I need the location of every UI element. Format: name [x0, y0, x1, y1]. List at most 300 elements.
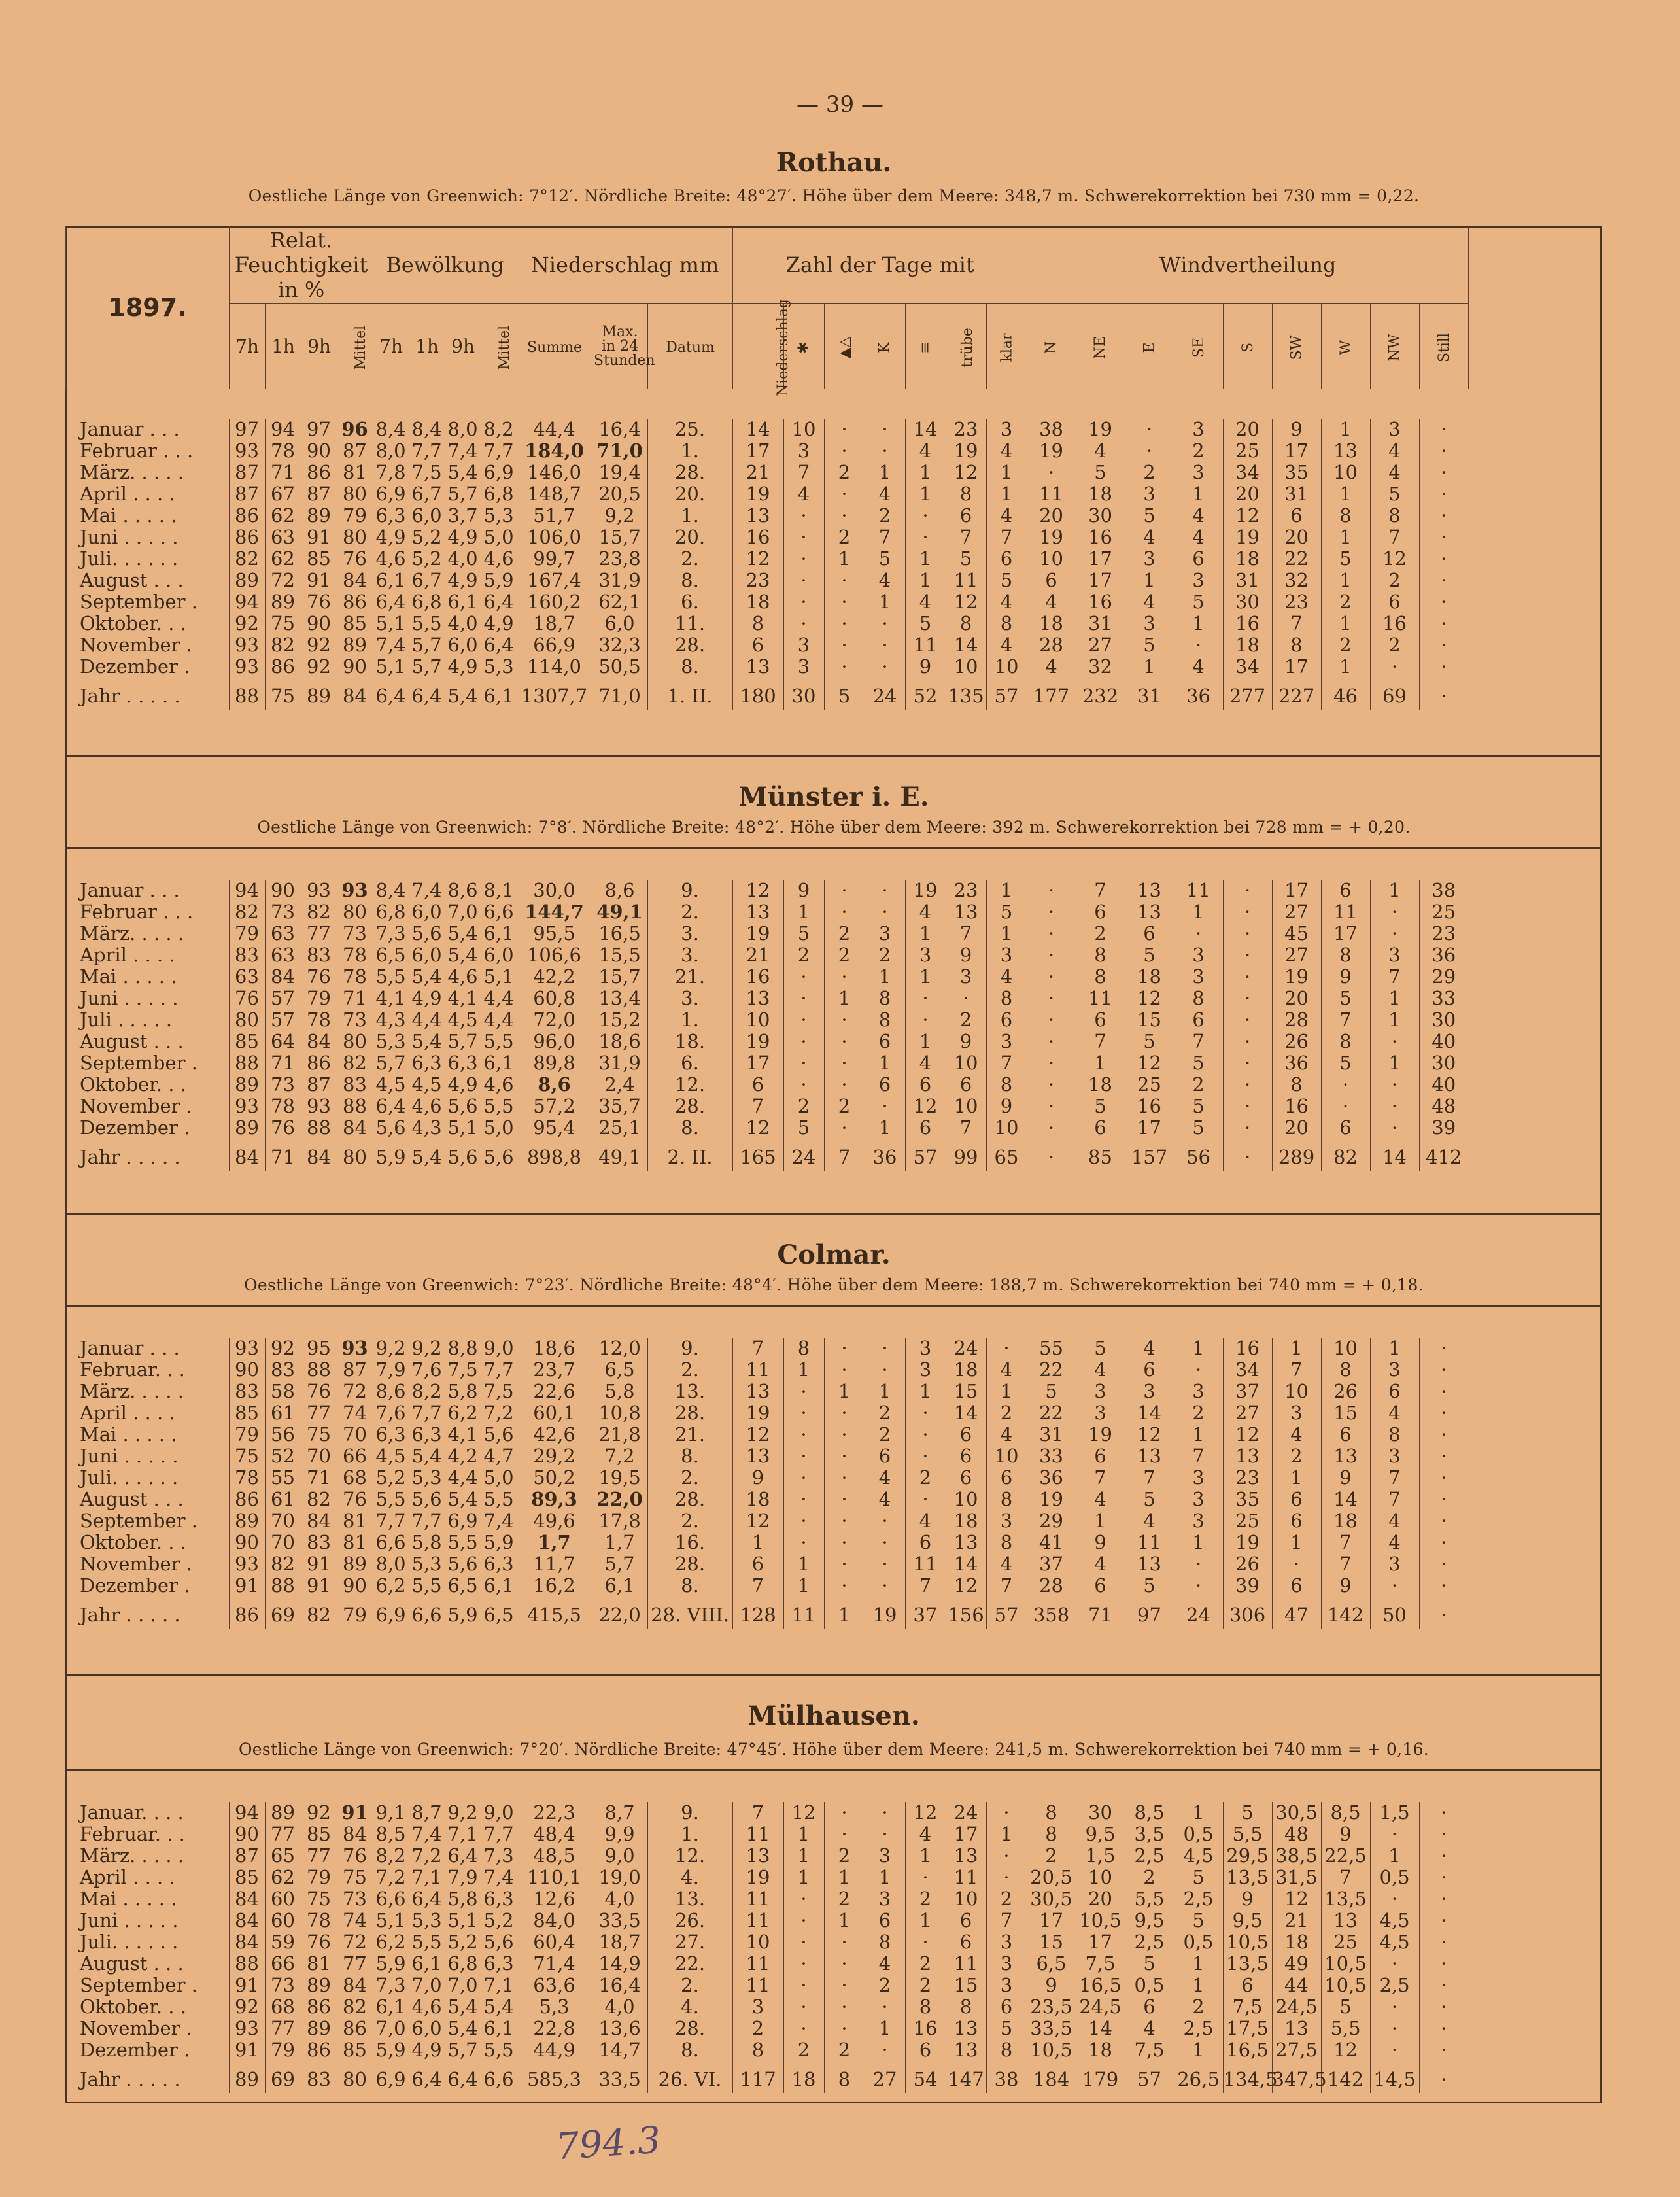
cell-days-hail: · — [824, 1402, 865, 1424]
cell-wind-w: 7 — [1321, 1009, 1370, 1031]
cell-c1: 7,7 — [409, 440, 445, 462]
cell-wind-e: 97 — [1125, 1597, 1174, 1629]
cell-wind-n: 8 — [1027, 1802, 1076, 1824]
cell-days-overcast: 6 — [946, 1931, 986, 1953]
cell-date: 27. — [647, 1931, 732, 1953]
cell-wind-w: 6 — [1321, 880, 1370, 901]
cell-days-overcast: 2 — [946, 1009, 986, 1031]
row-label: Dezember . — [80, 1574, 190, 1597]
cell-wind-nw: 69 — [1370, 678, 1419, 710]
cell-wind-still: · — [1419, 570, 1468, 591]
cell-max24: 49,1 — [592, 1139, 647, 1171]
row-label: Januar . . . — [80, 418, 180, 440]
cell-h7: 89 — [229, 1510, 265, 1532]
month-row — [65, 880, 1468, 901]
cell-wind-w: 18 — [1321, 1510, 1370, 1532]
cell-date: 3. — [647, 944, 732, 966]
cell-days-hail: 2 — [824, 944, 865, 966]
cell-wind-se: 4 — [1174, 505, 1223, 527]
cell-days-hail: · — [824, 1424, 865, 1445]
cell-days-clear: 1 — [986, 1381, 1027, 1402]
cell-wind-still: · — [1419, 1445, 1468, 1467]
cell-c1: 7,7 — [409, 1510, 445, 1532]
cell-h1: 57 — [265, 988, 301, 1009]
cell-wind-nw: · — [1370, 1096, 1419, 1117]
cell-h1: 78 — [265, 1096, 301, 1117]
cell-wind-sw: 31 — [1272, 483, 1321, 505]
cell-h7: 86 — [229, 527, 265, 548]
cell-wind-ne: 31 — [1076, 613, 1125, 634]
cell-days-hail: · — [824, 1009, 865, 1031]
cell-c9: 8,6 — [445, 880, 481, 901]
cell-days-hail: 2 — [824, 462, 865, 483]
cell-cmean: 5,0 — [481, 1467, 517, 1489]
col-header-c7: 7h — [373, 304, 409, 389]
cell-hmean: 84 — [337, 678, 373, 710]
cell-cmean: 6,5 — [481, 1597, 517, 1629]
cell-days-hail: · — [824, 591, 865, 613]
cell-cmean: 5,6 — [481, 1424, 517, 1445]
cell-wind-n: 6,5 — [1027, 1953, 1076, 1975]
cell-wind-nw: 4 — [1370, 462, 1419, 483]
cell-wind-se: 24 — [1174, 1597, 1223, 1629]
cell-wind-still: · — [1419, 2018, 1468, 2039]
cell-c7: 6,8 — [373, 901, 409, 923]
cell-days-clear: 7 — [986, 1052, 1027, 1074]
cell-c9: 5,7 — [445, 1031, 481, 1052]
cell-days-overcast: 10 — [946, 1052, 986, 1074]
cell-days-fog: 11 — [905, 1553, 946, 1575]
cell-days-snow: 5 — [783, 1117, 824, 1139]
cell-c7: 5,9 — [373, 2039, 409, 2061]
cell-wind-n: 358 — [1027, 1597, 1076, 1629]
cell-wind-sw: 9 — [1272, 419, 1321, 440]
cell-c7: 6,6 — [373, 1888, 409, 1910]
cell-wind-se: 26,5 — [1174, 2061, 1223, 2093]
cell-wind-nw: 4 — [1370, 1510, 1419, 1532]
cell-days-precip: 13 — [732, 988, 783, 1009]
cell-days-fog: · — [905, 527, 946, 548]
cell-max24: 62,1 — [592, 591, 647, 613]
cell-h1: 64 — [265, 1031, 301, 1052]
cell-days-snow: 24 — [783, 1139, 824, 1171]
cell-wind-sw: 44 — [1272, 1975, 1321, 1996]
cell-wind-e: 0,5 — [1125, 1975, 1174, 1996]
cell-wind-n: 17 — [1027, 1910, 1076, 1931]
cell-wind-w: 13 — [1321, 1910, 1370, 1931]
cell-h9: 82 — [301, 901, 337, 923]
cell-wind-e: 18 — [1125, 966, 1174, 988]
cell-max24: 19,5 — [592, 1467, 647, 1489]
cell-wind-n: · — [1027, 923, 1076, 944]
cell-days-thunder: 7 — [865, 527, 905, 548]
cell-days-fog: 14 — [905, 419, 946, 440]
cell-days-fog: · — [905, 1402, 946, 1424]
cell-hmean: 84 — [337, 1117, 373, 1139]
cell-days-snow: · — [783, 1074, 824, 1096]
cell-days-fog: · — [905, 1009, 946, 1031]
cell-wind-se: 5 — [1174, 1052, 1223, 1074]
cell-hmean: 90 — [337, 656, 373, 678]
cell-c7: 6,4 — [373, 678, 409, 710]
cell-wind-s: 9 — [1223, 1888, 1272, 1910]
cell-c9: 5,4 — [445, 2018, 481, 2039]
cell-sum: 42,2 — [517, 966, 592, 988]
cell-days-thunder: 3 — [865, 1845, 905, 1867]
row-label: Mai . . . . . — [80, 1888, 177, 1910]
cell-cmean: 7,7 — [481, 440, 517, 462]
cell-hmean: 86 — [337, 2018, 373, 2039]
cell-days-overcast: 14 — [946, 634, 986, 656]
cell-max24: 15,5 — [592, 944, 647, 966]
cell-days-overcast: 8 — [946, 1996, 986, 2018]
cell-days-fog: · — [905, 988, 946, 1009]
cell-c1: 5,3 — [409, 1467, 445, 1489]
cell-date: 6. — [647, 591, 732, 613]
cell-days-hail: 8 — [824, 2061, 865, 2093]
cell-h9: 77 — [301, 1402, 337, 1424]
cell-wind-s: 12 — [1223, 1424, 1272, 1445]
cell-h7: 93 — [229, 656, 265, 678]
row-label: Februar . . . — [80, 901, 194, 923]
col-header-h9: 9h — [301, 304, 337, 389]
cell-wind-nw: · — [1370, 2039, 1419, 2061]
cell-wind-nw: 2 — [1370, 570, 1419, 591]
cell-h7: 89 — [229, 1117, 265, 1139]
cell-h1: 67 — [265, 483, 301, 505]
cell-hmean: 80 — [337, 483, 373, 505]
col-header-wind-w: W — [1322, 304, 1371, 389]
cell-wind-still: · — [1419, 440, 1468, 462]
cell-days-snow: 5 — [783, 923, 824, 944]
cell-c9: 8,8 — [445, 1338, 481, 1359]
cell-days-fog: 2 — [905, 1888, 946, 1910]
row-label: November . — [80, 1553, 192, 1575]
cell-h9: 91 — [301, 1553, 337, 1575]
cell-days-precip: 13 — [732, 1445, 783, 1467]
cell-days-thunder: 1 — [865, 1381, 905, 1402]
cell-cmean: 9,0 — [481, 1338, 517, 1359]
cell-wind-nw: 3 — [1370, 944, 1419, 966]
cell-wind-sw: 20 — [1272, 527, 1321, 548]
cell-wind-w: 6 — [1321, 1117, 1370, 1139]
cell-sum: 114,0 — [517, 656, 592, 678]
cell-wind-ne: 19 — [1076, 419, 1125, 440]
cell-wind-s: 16 — [1223, 613, 1272, 634]
cell-h7: 87 — [229, 462, 265, 483]
month-row — [65, 656, 1468, 678]
cell-h1: 69 — [265, 2061, 301, 2093]
cell-wind-ne: 7 — [1076, 1031, 1125, 1052]
cell-h9: 86 — [301, 1052, 337, 1074]
cell-sum: 18,7 — [517, 613, 592, 634]
cell-hmean: 80 — [337, 1031, 373, 1052]
month-row — [65, 1575, 1468, 1597]
cell-days-thunder: · — [865, 1359, 905, 1381]
cell-date: 9. — [647, 1802, 732, 1824]
cell-days-snow: · — [783, 1931, 824, 1953]
cell-c1: 7,6 — [409, 1359, 445, 1381]
row-label: Februar. . . — [80, 1358, 185, 1381]
cell-days-fog: · — [905, 505, 946, 527]
cell-wind-still: · — [1419, 527, 1468, 548]
cell-h1: 83 — [265, 1359, 301, 1381]
cell-wind-se: 3 — [1174, 1467, 1223, 1489]
cell-h7: 97 — [229, 419, 265, 440]
cell-wind-s: 5,5 — [1223, 1824, 1272, 1845]
cell-wind-w: 11 — [1321, 901, 1370, 923]
cell-wind-w: 6 — [1321, 1424, 1370, 1445]
cell-days-snow: · — [783, 1532, 824, 1553]
cell-h7: 89 — [229, 2061, 265, 2093]
cell-cmean: 5,9 — [481, 570, 517, 591]
cell-wind-s: 12 — [1223, 505, 1272, 527]
cell-days-hail: · — [824, 1575, 865, 1597]
cell-days-snow: 1 — [783, 1845, 824, 1867]
cell-wind-sw: 22 — [1272, 548, 1321, 570]
month-row — [65, 1824, 1468, 1845]
cell-hmean: 96 — [337, 419, 373, 440]
cell-date: 28. — [647, 634, 732, 656]
cell-wind-w: 7 — [1321, 1867, 1370, 1888]
cell-c7: 4,5 — [373, 1074, 409, 1096]
cell-wind-e: 4 — [1125, 2018, 1174, 2039]
cell-days-overcast: 13 — [946, 1845, 986, 1867]
month-row — [65, 1381, 1468, 1402]
cell-wind-nw: · — [1370, 1074, 1419, 1096]
cell-days-clear: 7 — [986, 527, 1027, 548]
cell-sum: 110,1 — [517, 1867, 592, 1888]
cell-c1: 7,5 — [409, 462, 445, 483]
cell-c1: 7,4 — [409, 880, 445, 901]
cell-days-hail: · — [824, 1359, 865, 1381]
cell-days-snow: · — [783, 1510, 824, 1532]
cell-days-thunder: 8 — [865, 988, 905, 1009]
cell-days-fog: 54 — [905, 2061, 946, 2093]
cell-sum: 1307,7 — [517, 678, 592, 710]
cell-cmean: 5,4 — [481, 1996, 517, 2018]
cell-hmean: 74 — [337, 1402, 373, 1424]
cell-days-overcast: 12 — [946, 1575, 986, 1597]
cell-wind-ne: 16 — [1076, 591, 1125, 613]
cell-hmean: 74 — [337, 1910, 373, 1931]
table-header — [65, 226, 1469, 396]
cell-wind-ne: 8 — [1076, 944, 1125, 966]
month-row — [65, 1888, 1468, 1910]
cell-days-clear: 3 — [986, 1975, 1027, 1996]
cell-c9: 4,9 — [445, 527, 481, 548]
cell-wind-s: 277 — [1223, 678, 1272, 710]
cell-max24: 14,9 — [592, 1953, 647, 1975]
cell-wind-still: · — [1419, 1467, 1468, 1489]
cell-days-precip: 8 — [732, 613, 783, 634]
cell-max24: 16,4 — [592, 419, 647, 440]
cell-cmean: 6,3 — [481, 1553, 517, 1575]
cell-days-precip: 13 — [732, 1845, 783, 1867]
cell-days-overcast: 11 — [946, 570, 986, 591]
cell-sum: 99,7 — [517, 548, 592, 570]
cell-h9: 83 — [301, 2061, 337, 2093]
cell-days-hail: · — [824, 440, 865, 462]
cell-max24: 21,8 — [592, 1424, 647, 1445]
cell-cmean: 5,1 — [481, 966, 517, 988]
cell-days-clear: 8 — [986, 988, 1027, 1009]
cell-date: 2. — [647, 1359, 732, 1381]
cell-sum: 898,8 — [517, 1139, 592, 1171]
row-label: September . — [80, 1052, 197, 1074]
cell-cmean: 6,1 — [481, 1575, 517, 1597]
cell-wind-e: 9,5 — [1125, 1910, 1174, 1931]
cell-wind-n: 4 — [1027, 656, 1076, 678]
cell-days-thunder: 1 — [865, 1867, 905, 1888]
cell-wind-n: 37 — [1027, 1553, 1076, 1575]
cell-days-overcast: 19 — [946, 440, 986, 462]
cell-days-precip: 18 — [732, 1489, 783, 1510]
cell-wind-s: 26 — [1223, 1553, 1272, 1575]
cell-days-fog: 2 — [905, 1467, 946, 1489]
cell-days-clear: 4 — [986, 505, 1027, 527]
cell-max24: 35,7 — [592, 1096, 647, 1117]
row-label: Juli. . . . . . — [80, 1931, 179, 1953]
cell-days-clear: 8 — [986, 1074, 1027, 1096]
cell-c7: 4,3 — [373, 1009, 409, 1031]
cell-c9: 5,1 — [445, 1117, 481, 1139]
cell-days-snow: 1 — [783, 1824, 824, 1845]
cell-max24: 8,6 — [592, 880, 647, 901]
cell-max24: 15,7 — [592, 527, 647, 548]
cell-wind-ne: 4 — [1076, 1359, 1125, 1381]
col-header-wind-sw: SW — [1273, 304, 1322, 389]
cell-days-clear: 5 — [986, 2018, 1027, 2039]
cell-wind-ne: 9 — [1076, 1532, 1125, 1553]
cell-wind-se: · — [1174, 1553, 1223, 1575]
cell-days-thunder: · — [865, 1338, 905, 1359]
cell-wind-n: 9 — [1027, 1975, 1076, 1996]
cell-wind-e: 6 — [1125, 923, 1174, 944]
cell-cmean: 7,2 — [481, 1402, 517, 1424]
cell-days-snow: · — [783, 1445, 824, 1467]
cell-c9: 8,0 — [445, 419, 481, 440]
cell-h7: 85 — [229, 1031, 265, 1052]
cell-c7: 7,0 — [373, 2018, 409, 2039]
cell-days-snow: 9 — [783, 880, 824, 901]
cell-c9: 5,8 — [445, 1381, 481, 1402]
cell-date: 18. — [647, 1031, 732, 1052]
cell-h7: 87 — [229, 483, 265, 505]
cell-h7: 94 — [229, 1802, 265, 1824]
cell-wind-e: 57 — [1125, 2061, 1174, 2093]
cell-c1: 5,5 — [409, 613, 445, 634]
month-row — [65, 1096, 1468, 1117]
cell-days-precip: 13 — [732, 901, 783, 923]
cell-h9: 93 — [301, 1096, 337, 1117]
cell-days-clear: 1 — [986, 462, 1027, 483]
cell-c9: 6,4 — [445, 2061, 481, 2093]
cell-days-hail: · — [824, 570, 865, 591]
cell-days-snow: · — [783, 1467, 824, 1489]
cell-cmean: 5,3 — [481, 656, 517, 678]
cell-days-clear: 8 — [986, 2039, 1027, 2061]
cell-wind-n: 8 — [1027, 1824, 1076, 1845]
cell-c1: 7,0 — [409, 1975, 445, 1996]
cell-days-thunder: · — [865, 634, 905, 656]
cell-h9: 92 — [301, 656, 337, 678]
cell-date: 1. — [647, 1009, 732, 1031]
cell-wind-still: · — [1419, 591, 1468, 613]
cell-h9: 91 — [301, 570, 337, 591]
cell-c7: 5,7 — [373, 1052, 409, 1074]
cell-wind-n: 36 — [1027, 1467, 1076, 1489]
cell-h9: 89 — [301, 678, 337, 710]
cell-h7: 90 — [229, 1824, 265, 1845]
cell-wind-sw: 347,5 — [1272, 2061, 1321, 2093]
cell-c1: 6,7 — [409, 570, 445, 591]
cell-c7: 6,3 — [373, 505, 409, 527]
cell-days-thunder: · — [865, 613, 905, 634]
cell-wind-ne: 3 — [1076, 1402, 1125, 1424]
cell-wind-sw: 49 — [1272, 1953, 1321, 1975]
cell-sum: 585,3 — [517, 2061, 592, 2093]
cell-sum: 57,2 — [517, 1096, 592, 1117]
cell-wind-still: · — [1419, 1597, 1468, 1629]
cell-max24: 31,9 — [592, 1052, 647, 1074]
month-row — [65, 988, 1468, 1009]
col-header-days-clear: klar — [987, 304, 1027, 389]
cell-days-hail: 2 — [824, 923, 865, 944]
cell-wind-e: 11 — [1125, 1532, 1174, 1553]
cell-wind-e: 4 — [1125, 1510, 1174, 1532]
cell-wind-sw: 6 — [1272, 1489, 1321, 1510]
cell-days-fog: 4 — [905, 901, 946, 923]
cell-wind-still: · — [1419, 1381, 1468, 1402]
cell-days-thunder: 4 — [865, 1953, 905, 1975]
cell-c7: 7,3 — [373, 1975, 409, 1996]
cell-c1: 5,5 — [409, 1931, 445, 1953]
cell-date: 26. — [647, 1910, 732, 1931]
cell-days-hail: 1 — [824, 988, 865, 1009]
month-row — [65, 570, 1468, 591]
cell-days-precip: 21 — [732, 944, 783, 966]
cell-days-clear: 38 — [986, 2061, 1027, 2093]
cell-h7: 93 — [229, 1096, 265, 1117]
cell-wind-ne: 4 — [1076, 1553, 1125, 1575]
cell-h1: 63 — [265, 527, 301, 548]
cell-wind-sw: 6 — [1272, 505, 1321, 527]
cell-days-hail: 1 — [824, 1381, 865, 1402]
cell-c7: 4,5 — [373, 1445, 409, 1467]
cell-wind-still: 38 — [1419, 880, 1468, 901]
cell-h7: 88 — [229, 1052, 265, 1074]
station-subtitle: Oestliche Länge von Greenwich: 7°8′. Nördliche Breite: 48°2′. Höhe über dem Meere: 392 m. Schwerekorrektion bei 728 mm = + 0,20. — [257, 818, 1411, 837]
cell-days-thunder: 6 — [865, 1031, 905, 1052]
cell-c9: 4,1 — [445, 1424, 481, 1445]
cell-max24: 18,7 — [592, 1931, 647, 1953]
cell-wind-ne: 16,5 — [1076, 1975, 1125, 1996]
cell-days-overcast: 10 — [946, 1096, 986, 1117]
row-label: Februar . . . — [80, 440, 194, 462]
cell-wind-sw: 31,5 — [1272, 1867, 1321, 1888]
month-row — [65, 944, 1468, 966]
cell-h7: 93 — [229, 1338, 265, 1359]
cell-date: 12. — [647, 1074, 732, 1096]
cell-h7: 84 — [229, 1139, 265, 1171]
cell-days-overcast: 7 — [946, 527, 986, 548]
cell-wind-se: 1 — [1174, 1802, 1223, 1824]
cell-date: 8. — [647, 2039, 732, 2061]
cell-sum: 29,2 — [517, 1445, 592, 1467]
cell-days-clear: 4 — [986, 1553, 1027, 1575]
cell-h1: 59 — [265, 1931, 301, 1953]
